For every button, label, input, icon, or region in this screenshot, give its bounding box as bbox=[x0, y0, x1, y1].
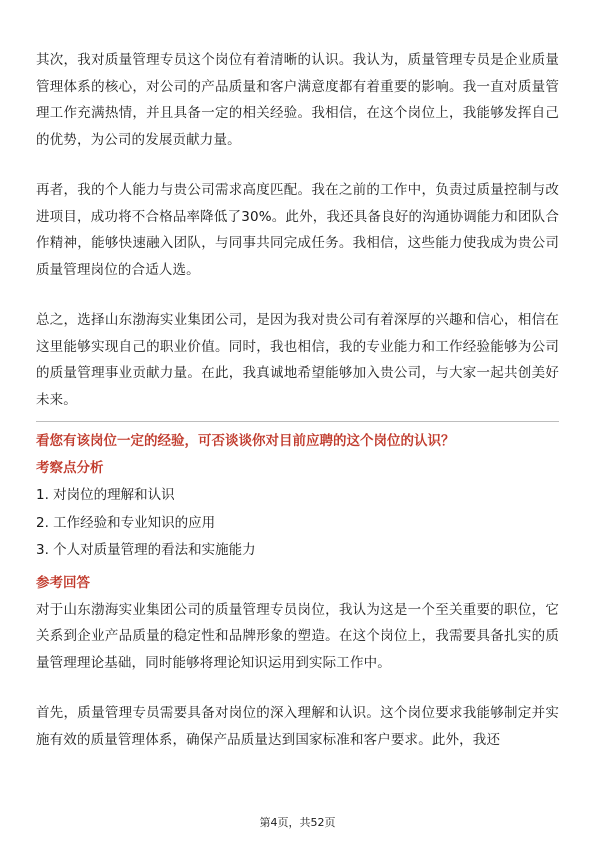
body-paragraph: 其次，我对质量管理专员这个岗位有着清晰的认识。我认为，质量管理专员是企业质量管理体系的核心，对公司的产品质量和客户满意度都有着重要的影响。我一直对质量管理工作充满热情，并且具备一定的相关经验。我相信，在这个岗位上，我能够发挥自己的优势，为公司的发展贡献力量。 bbox=[36, 52, 559, 148]
analysis-heading: 考察点分析 bbox=[36, 460, 104, 476]
answer-paragraph: 首先，质量管理专员需要具备对岗位的深入理解和认识。这个岗位要求我能够制定并实施有效的质量管理体系，确保产品质量达到国家标准和客户要求。此外，我还 bbox=[36, 705, 559, 748]
answer-paragraph: 对于山东渤海实业集团公司的质量管理专员岗位，我认为这是一个至关重要的职位，它关系到企业产品质量的稳定性和品牌形象的塑造。在这个岗位上，我需要具备扎实的质量管理理论基础，同时能够将理论知识运用到实际工作中。 bbox=[36, 601, 559, 671]
body-paragraph: 总之，选择山东渤海实业集团公司，是因为我对贵公司有着深厚的兴趣和信心，相信在这里能够实现自己的职业价值。同时，我也相信，我的专业能力和工作经验能够为公司的质量管理事业贡献力量。在此，我真诚地希望能够加入贵公司，与大家一起共创美好未来。 bbox=[36, 312, 559, 408]
interview-question: 看您有该岗位一定的经验，可否谈谈你对目前应聘的这个岗位的认识？ bbox=[36, 433, 455, 449]
page-number: 第4页，共52页 bbox=[259, 816, 336, 829]
answer-heading: 参考回答 bbox=[36, 574, 90, 591]
analysis-list bbox=[36, 482, 559, 565]
list-item: 3. 个人对质量管理的看法和实施能力 bbox=[36, 542, 256, 558]
list-item: 1. 对岗位的理解和认识 bbox=[36, 487, 175, 503]
body-paragraph: 再者，我的个人能力与贵公司需求高度匹配。我在之前的工作中，负责过质量控制与改进项目，成功将不合格品率降低了30%。此外，我还具备良好的沟通协调能力和团队合作精神，能够快速融入团队，与同事共同完成任务。我相信，这些能力使我成为贵公司质量管理岗位的合适人选。 bbox=[36, 182, 559, 278]
page-content bbox=[36, 47, 559, 753]
list-item: 2. 工作经验和专业知识的应用 bbox=[36, 514, 216, 531]
section-divider bbox=[36, 421, 559, 422]
